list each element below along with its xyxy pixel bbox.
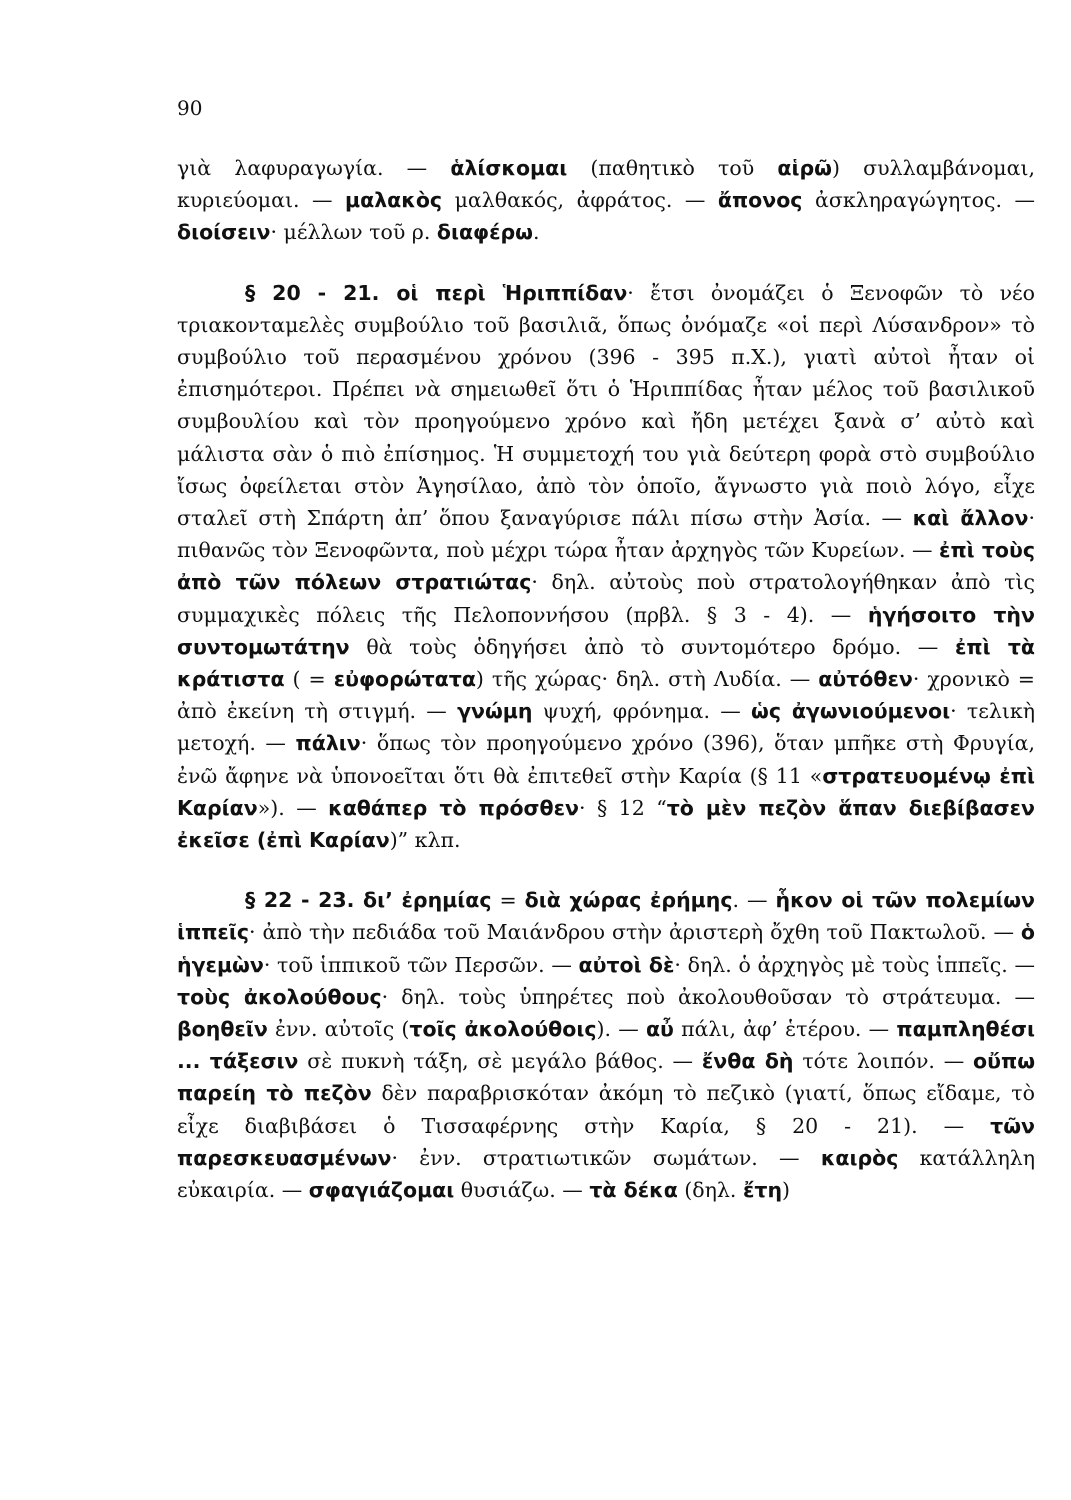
gloss-text: · χρονικὸ = ἀπὸ ἐκείνη τὴ στιγμή. — [177, 667, 1035, 724]
lemma-term: διαφέρω [436, 220, 533, 245]
lemma-term: αἱρῶ [777, 156, 832, 180]
lemma-term: ἐπὶ τοὺς ἀπὸ τῶν πόλεων στρατιώτας [177, 538, 1035, 595]
gloss-text: · τελικὴ μετοχή. — [177, 699, 1036, 756]
gloss-text: ) [782, 1178, 791, 1203]
gloss-text: · μέλλων τοῦ ρ. [270, 220, 437, 245]
lemma-term: αὐτόθεν [818, 667, 913, 692]
gloss-text: · δηλ. αὐτοὺς ποὺ στρατολογήθηκαν ἀπὸ τὶς συμμαχικὲς πόλεις τῆς Πελοποννήσου (πρβλ. § 3 - 4). — [177, 570, 1035, 627]
gloss-text: · § 12 “ [578, 795, 667, 820]
lemma-term: ἄπονος [717, 188, 803, 213]
lemma-term: ἔτη [742, 1178, 783, 1203]
lemma-term: αὐτοὶ δὲ [578, 952, 675, 977]
gloss-text: · ἀπὸ τὴν πεδιάδα τοῦ Μαιάνδρου στὴν ἀριστερὴ ὄχθη τοῦ Πακτωλοῦ. — [248, 920, 1021, 945]
lemma-term: διοίσειν [177, 220, 271, 245]
lemma-term: ἧκον οἱ τῶν πολεμίων ἱππεῖς [177, 888, 1036, 945]
gloss-text: γιὰ λαφυραγωγία. — [177, 156, 451, 180]
lemma-term: εὐφορώτατα [333, 667, 476, 692]
gloss-text: σὲ πυκνὴ τάξη, σὲ μεγάλο βάθος. — [298, 1049, 702, 1074]
lemma-term: παμπληθέσι ... τάξεσιν [177, 1017, 1036, 1074]
gloss-text: ) τῆς χώρας· δηλ. στὴ Λυδία. — [475, 667, 819, 692]
gloss-text: »). — [257, 795, 329, 820]
paragraph-continuation [177, 152, 1035, 249]
lemma-term: ἐπὶ τὰ κράτιστα [177, 634, 1035, 692]
gloss-text: ἐνν. αὐτοῖς ( [267, 1017, 410, 1042]
gloss-text: · δηλ. ὁ ἀρχηγὸς μὲ τοὺς ἱππεῖς. — [674, 952, 1035, 977]
gloss-text: πάλι, ἀφ’ ἑτέρου. — [673, 1017, 897, 1042]
gloss-text: · πιθανῶς τὸν Ξενοφῶντα, ποὺ μέχρι τώρα ἦταν ἀρχηγὸς τῶν Κυρείων. — [177, 506, 1036, 563]
lemma-term: ὡς ἀγωνιούμενοι [751, 699, 951, 724]
lemma-term: διὰ χώρας ἐρήμης [524, 888, 733, 913]
gloss-text: (δηλ. [677, 1178, 743, 1203]
gloss-text: )” κλπ. [389, 828, 461, 853]
lemma-term: καθάπερ τὸ πρόσθεν [328, 795, 579, 820]
paragraph-section-22-23 [177, 884, 1035, 1206]
gloss-text: ψυχή, φρόνημα. — [532, 699, 751, 724]
lemma-term: ἁλίσκομαι [450, 156, 568, 180]
gloss-text: · τοῦ ἱππικοῦ τῶν Περσῶν. — [263, 952, 579, 977]
page-number: 90 [177, 96, 203, 120]
gloss-text: ἀσκληραγώγητος. — [802, 188, 1035, 213]
lemma-term: καὶ ἄλλον [912, 506, 1029, 531]
lemma-term: στρατευομένῳ ἐπὶ Καρίαν [177, 763, 1035, 820]
lemma-term: οὔπω παρείη τὸ πεζὸν [177, 1049, 1036, 1106]
gloss-text: = [491, 888, 525, 913]
lemma-term: βοηθεῖν [177, 1017, 268, 1042]
gloss-text: θὰ τοὺς ὁδηγήσει ἀπὸ τὸ συντομότερο δρόμο. — [349, 634, 955, 659]
lemma-term: ἔνθα δὴ [701, 1049, 794, 1074]
lemma-term: πάλιν [295, 731, 361, 756]
gloss-text: · δηλ. τοὺς ὑπηρέτες ποὺ ἀκολουθοῦσαν τὸ στράτευμα. — [381, 984, 1036, 1009]
gloss-text: . — [732, 888, 776, 913]
paragraph-section-20-21 [177, 277, 1035, 857]
lemma-term: § 22 - 23. δι’ ἐρημίας [245, 888, 492, 913]
lemma-term: τοὺς ἀκολούθους [177, 984, 382, 1009]
gloss-text: · ἔτσι ὀνομάζει ὁ Ξενοφῶν τὸ νέο τριακονταμελὲς συμβούλιο τοῦ βασιλιᾶ, ὅπως ὀνόμαζε «οἱ περὶ Λύσανδρον» τὸ συμβούλιο τοῦ περασμένου χρόνου (396 - 395 π.Χ.), γιατὶ αὐτοὶ ἦταν οἱ ἐπισημότεροι. Πρέπει νὰ σημειωθεῖ ὅτι ὁ Ἡριππίδας ἦταν μέλος τοῦ βασιλικοῦ συμβουλίου καὶ τὸν προηγούμενο χρόνο καὶ ἤδη μετέχει ξανὰ σ’ αὐτὸ καὶ μάλιστα σὰν ὁ πιὸ ἐπίσημος. Ἡ συμμετοχή του γιὰ δεύτερη φορὰ στὸ συμβούλιο ἴσως ὀφείλεται στὸν Ἀγησίλαο, ἀπὸ τὸν ὁποῖο, ἄγνωστο γιὰ ποιὸ λόγο, εἶχε σταλεῖ στὴ Σπάρτη ἀπ’ ὅπου ξαναγύρισε πάλι πίσω στὴν Ἀσία. — [177, 280, 1035, 531]
gloss-text: (παθητικὸ τοῦ [567, 156, 778, 180]
gloss-text: ( = [284, 667, 334, 692]
lemma-term: τῶν παρεσκευασμένων [177, 1113, 1035, 1170]
gloss-text: · ἐνν. στρατιωτικῶν σωμάτων. — [391, 1145, 821, 1170]
gloss-text: . [532, 220, 540, 245]
gloss-text: τότε λοιπόν. — [793, 1049, 974, 1074]
lemma-term: σφαγιάζομαι [308, 1178, 455, 1203]
lemma-term: μαλακὸς [345, 188, 443, 213]
lemma-term: τοῖς ἀκολούθοις [409, 1017, 597, 1042]
commentary-text [177, 152, 1035, 1206]
lemma-term: αὖ [645, 1017, 674, 1042]
lemma-term: καιρὸς [820, 1145, 899, 1170]
gloss-text: μαλθακός, ἀφράτος. — [442, 188, 718, 213]
gloss-text: · ὅπως τὸν προηγούμενο χρόνο (396), ὅταν μπῆκε στὴ Φρυγία, ἐνῶ ἄφηνε νὰ ὑπονοεῖται ὅτι θὰ ἐπιτεθεῖ στὴν Καρία (§ 11 « [177, 731, 1036, 788]
lemma-term: τὰ δέκα [589, 1178, 678, 1203]
lemma-term: ὁ ἡγεμὼν [177, 920, 1035, 977]
gloss-text: ) συλλαμβάνομαι, κυριεύομαι. — [177, 156, 1036, 213]
lemma-term: ἡγήσοιτο τὴν συντομωτάτην [177, 602, 1035, 659]
lemma-term: τὸ μὲν πεζὸν ἅπαν διεβίβασεν ἐκεῖσε (ἐπὶ Καρίαν [177, 795, 1035, 853]
gloss-text: ). — [596, 1017, 646, 1042]
lemma-term: γνώμη [457, 699, 533, 724]
lemma-term: § 20 - 21. οἱ περὶ Ἡριππίδαν [245, 280, 628, 305]
gloss-text: δὲν παραβρισκόταν ἀκόμη τὸ πεζικὸ (γιατί, ὅπως εἴδαμε, τὸ εἶχε διαβιβάσει ὁ Τισσαφέρνης στὴν Καρία, § 20 - 21). — [177, 1081, 1035, 1138]
gloss-text: θυσιάζω. — [454, 1178, 590, 1203]
gloss-text: κατάλληλη εὐκαιρία. — [177, 1145, 1035, 1203]
